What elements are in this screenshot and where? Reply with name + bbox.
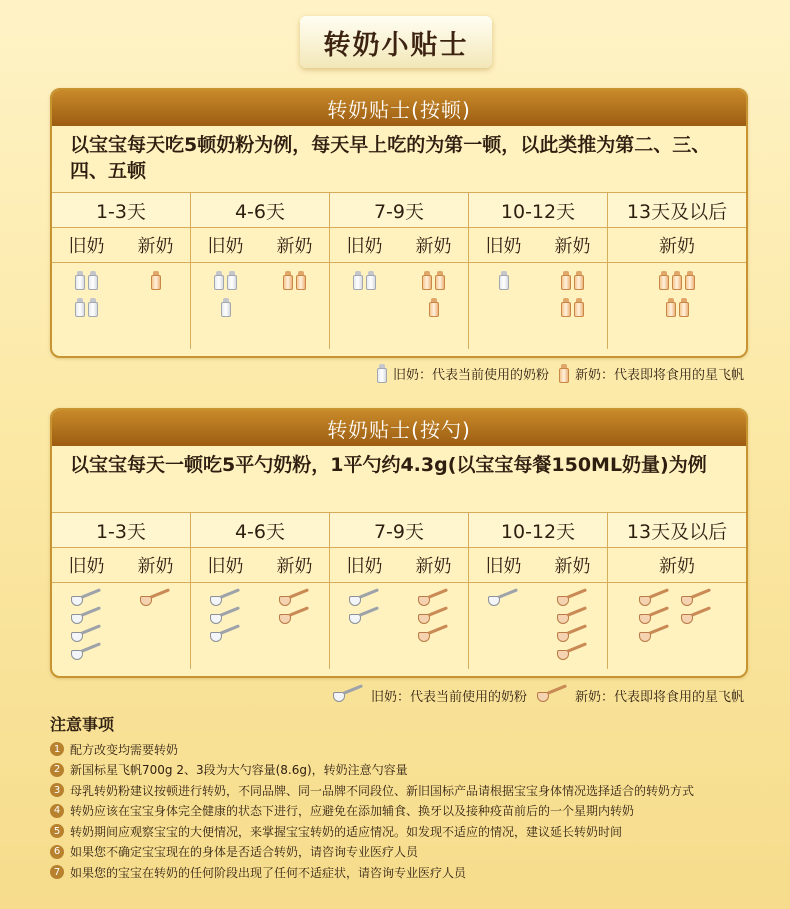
old-milk-label: 旧奶 [346, 236, 383, 257]
note-text: 转奶应该在宝宝身体完全健康的状态下进行，应避免在添加辅食、换牙以及接种疫苗前后的一个星期内转奶 [70, 804, 635, 819]
milk-icons-cell [52, 583, 190, 669]
note-number: 3 [50, 783, 64, 797]
note-text: 如果您不确定宝宝现在的身体是否适合转奶，请咨询专业医疗人员 [70, 845, 419, 860]
new-milk-icons [399, 583, 468, 669]
old-milk-icons [469, 263, 538, 349]
note-item [50, 862, 770, 883]
old-milk-bottle-icon [227, 271, 237, 290]
schedule-column [607, 192, 746, 349]
spoon-schedule-table [52, 512, 746, 669]
new-milk-bottle-icon [574, 271, 584, 290]
new-milk-spoon-icon [557, 646, 589, 662]
milk-icons-cell [191, 583, 329, 669]
feeding-tips-header [52, 90, 746, 126]
old-milk-label: 旧奶 [68, 556, 105, 577]
note-text: 配方改变均需要转奶 [70, 742, 179, 757]
note-item [50, 760, 770, 781]
schedule-days-label: 13天及以后 [608, 192, 746, 228]
spoon-stack [349, 591, 381, 627]
legend-old-spoon-text: 旧奶：代表当前使用的奶粉 [370, 690, 527, 705]
old-milk-spoon-icon [210, 592, 242, 608]
old-milk-spoon-icon [71, 610, 103, 626]
milk-icons-cell [608, 583, 746, 669]
schedule-days-label: 4-6天 [191, 192, 329, 228]
schedule-days-label: 4-6天 [191, 512, 329, 548]
new-milk-icons [608, 263, 746, 349]
legend-new-spoon [537, 686, 744, 705]
new-milk-spoon-icon [279, 592, 311, 608]
new-milk-spoon-icon [681, 610, 713, 626]
bottle-row [75, 271, 98, 290]
old-milk-icons [330, 583, 399, 669]
new-milk-spoon-icon [418, 592, 450, 608]
new-milk-icons [121, 583, 190, 669]
bottle-row [499, 271, 509, 290]
new-milk-bottle-icon [435, 271, 445, 290]
milk-icons-cell [52, 263, 190, 349]
new-milk-label: 新奶 [659, 556, 695, 577]
old-milk-spoon-icon [71, 592, 103, 608]
new-milk-label: 新奶 [276, 556, 313, 577]
new-milk-spoon-icon [557, 628, 589, 644]
old-milk-spoon-icon [71, 628, 103, 644]
schedule-column [52, 512, 190, 669]
schedule-column [190, 192, 329, 349]
old-milk-label: 旧奶 [68, 236, 105, 257]
old-milk-icons [469, 583, 538, 669]
old-milk-spoon-icon [333, 688, 365, 704]
new-milk-bottle-icon [283, 271, 293, 290]
old-milk-icons [52, 263, 121, 349]
new-milk-label: 新奶 [415, 236, 452, 257]
old-milk-label: 旧奶 [346, 556, 383, 577]
new-milk-spoon-icon [639, 628, 671, 644]
new-milk-label: 新奶 [659, 236, 695, 257]
schedule-column [329, 192, 468, 349]
spoon-tips-title: 转奶贴士(按勺) [327, 417, 471, 442]
new-milk-spoon-icon [418, 628, 450, 644]
new-milk-spoon-icon [557, 610, 589, 626]
new-milk-icons [121, 263, 190, 349]
schedule-days-label: 1-3天 [52, 512, 190, 548]
new-milk-icons [399, 263, 468, 349]
milk-icons-cell [330, 263, 468, 349]
schedule-column [52, 192, 190, 349]
note-number: 7 [50, 865, 64, 879]
old-milk-label: 旧奶 [485, 556, 522, 577]
milk-icons-cell [330, 583, 468, 669]
bottle-row [561, 298, 584, 317]
old-milk-bottle-icon [353, 271, 363, 290]
schedule-days-label: 10-12天 [469, 192, 607, 228]
spoon-stack [279, 591, 311, 627]
new-milk-icons [260, 583, 329, 669]
new-milk-label: 新奶 [137, 236, 174, 257]
old-milk-bottle-icon [221, 298, 231, 317]
milk-type-row [608, 228, 746, 263]
old-milk-bottle-icon [366, 271, 376, 290]
bottle-row [214, 271, 237, 290]
old-milk-spoon-icon [349, 610, 381, 626]
new-milk-bottle-icon [559, 364, 569, 383]
bottle-row [75, 298, 98, 317]
old-milk-spoon-icon [349, 592, 381, 608]
legend-old-text: 旧奶：代表当前使用的奶粉 [392, 368, 549, 383]
milk-icons-cell [469, 263, 607, 349]
bottle-row [561, 271, 584, 290]
milk-type-row [608, 548, 746, 583]
note-number: 6 [50, 845, 64, 859]
old-milk-icons [330, 263, 399, 349]
new-milk-spoon-icon [557, 592, 589, 608]
legend-old-spoon [333, 686, 527, 705]
old-milk-bottle-icon [88, 298, 98, 317]
legend-new-text: 新奶：代表即将食用的星飞帆 [574, 368, 744, 383]
note-number: 5 [50, 824, 64, 838]
new-milk-label: 新奶 [137, 556, 174, 577]
feeding-tips-intro: 以宝宝每天吃5顿奶粉为例，每天早上吃的为第一顿，以此类推为第二、三、四、五顿 [70, 134, 711, 182]
old-milk-spoon-icon [488, 592, 520, 608]
note-text: 新国标星飞帆700g 2、3段为大勺容量(8.6g)，转奶注意勺容量 [70, 763, 408, 778]
spoon-tips-card [50, 408, 748, 678]
new-milk-bottle-icon [685, 271, 695, 290]
milk-type-row [469, 548, 607, 583]
note-number: 4 [50, 804, 64, 818]
old-milk-bottle-icon [75, 271, 85, 290]
milk-icons-cell [191, 263, 329, 349]
new-milk-label: 新奶 [276, 236, 313, 257]
new-milk-bottle-icon [659, 271, 669, 290]
spoon-grid [639, 591, 715, 645]
schedule-column [468, 512, 607, 669]
milk-type-row [191, 228, 329, 263]
new-milk-spoon-icon [537, 688, 569, 704]
bottle-row [151, 271, 161, 290]
schedule-column [468, 192, 607, 349]
milk-type-row [330, 228, 468, 263]
old-milk-bottle-icon [377, 364, 387, 383]
feeding-tips-title: 转奶贴士(按顿) [327, 97, 471, 122]
old-milk-bottle-icon [499, 271, 509, 290]
bottle-row [659, 271, 695, 290]
milk-icons-cell [608, 263, 746, 349]
new-milk-bottle-icon [679, 298, 689, 317]
page-title-banner [300, 16, 492, 68]
milk-type-row [52, 548, 190, 583]
note-text: 转奶期间应观察宝宝的大便情况，来掌握宝宝转奶的适应情况。如发现不适应的情况，建议延长转奶时间 [70, 824, 623, 839]
schedule-days-label: 10-12天 [469, 512, 607, 548]
note-item [50, 780, 770, 801]
spoon-stack [71, 591, 103, 663]
legend-new-bottle [559, 364, 744, 383]
schedule-days-label: 7-9天 [330, 512, 468, 548]
feeding-tips-card [50, 88, 748, 358]
notes-list [50, 739, 770, 883]
old-milk-icons [191, 583, 260, 669]
spoon-tips-intro: 以宝宝每天一顿吃5平勺奶粉，1平勺约4.3g(以宝宝每餐150ML奶量)为例 [70, 454, 707, 476]
milk-type-row [52, 228, 190, 263]
new-milk-bottle-icon [672, 271, 682, 290]
schedule-column [190, 512, 329, 669]
schedule-days-label: 7-9天 [330, 192, 468, 228]
new-milk-bottle-icon [574, 298, 584, 317]
bottle-row [353, 271, 376, 290]
new-milk-icons [538, 263, 607, 349]
new-milk-bottle-icon [561, 298, 571, 317]
spoon-stack [488, 591, 520, 609]
spoon-tips-header [52, 410, 746, 446]
feeding-legend [377, 364, 744, 383]
new-milk-bottle-icon [422, 271, 432, 290]
note-item [50, 801, 770, 822]
schedule-column [607, 512, 746, 669]
new-milk-label: 新奶 [415, 556, 452, 577]
new-milk-spoon-icon [140, 592, 172, 608]
new-milk-spoon-icon [279, 610, 311, 626]
note-item [50, 739, 770, 760]
old-milk-label: 旧奶 [207, 236, 244, 257]
milk-icons-cell [469, 583, 607, 669]
old-milk-label: 旧奶 [207, 556, 244, 577]
new-milk-bottle-icon [296, 271, 306, 290]
spoon-stack [557, 591, 589, 663]
schedule-days-label: 13天及以后 [608, 512, 746, 548]
spoon-stack [418, 591, 450, 645]
new-milk-icons [260, 263, 329, 349]
legend-new-spoon-text: 新奶：代表即将食用的星飞帆 [574, 690, 744, 705]
schedule-column [329, 512, 468, 669]
feeding-schedule-table [52, 192, 746, 349]
old-milk-icons [191, 263, 260, 349]
old-milk-spoon-icon [71, 646, 103, 662]
new-milk-bottle-icon [429, 298, 439, 317]
new-milk-spoon-icon [418, 610, 450, 626]
old-milk-label: 旧奶 [485, 236, 522, 257]
new-milk-bottle-icon [151, 271, 161, 290]
notes-title: 注意事项 [50, 715, 115, 734]
spoon-stack [140, 591, 172, 609]
milk-type-row [330, 548, 468, 583]
bottle-row [422, 271, 445, 290]
milk-type-row [469, 228, 607, 263]
bottle-row [666, 298, 689, 317]
old-milk-bottle-icon [214, 271, 224, 290]
new-milk-label: 新奶 [554, 556, 591, 577]
note-text: 母乳转奶粉建议按顿进行转奶，不同品牌、同一品牌不同段位、新旧国标产品请根据宝宝身体情况选择适合的转奶方式 [70, 783, 695, 798]
note-text: 如果您的宝宝在转奶的任何阶段出现了任何不适症状，请咨询专业医疗人员 [70, 865, 467, 880]
new-milk-bottle-icon [561, 271, 571, 290]
milk-type-row [191, 548, 329, 583]
bottle-row [221, 298, 231, 317]
spoon-legend [333, 686, 744, 705]
spoon-stack [210, 591, 242, 645]
note-item [50, 821, 770, 842]
schedule-days-label: 1-3天 [52, 192, 190, 228]
legend-old-bottle [377, 364, 549, 383]
page-title: 转奶小贴士 [323, 29, 469, 61]
old-milk-spoon-icon [210, 628, 242, 644]
old-milk-bottle-icon [75, 298, 85, 317]
bottle-row [283, 271, 306, 290]
old-milk-icons [52, 583, 121, 669]
notes-section [50, 712, 770, 883]
old-milk-spoon-icon [210, 610, 242, 626]
note-number: 1 [50, 742, 64, 756]
note-item [50, 842, 770, 863]
new-milk-label: 新奶 [554, 236, 591, 257]
new-milk-icons [608, 583, 746, 669]
new-milk-bottle-icon [666, 298, 676, 317]
note-number: 2 [50, 763, 64, 777]
old-milk-bottle-icon [88, 271, 98, 290]
bottle-row [429, 298, 439, 317]
new-milk-icons [538, 583, 607, 669]
